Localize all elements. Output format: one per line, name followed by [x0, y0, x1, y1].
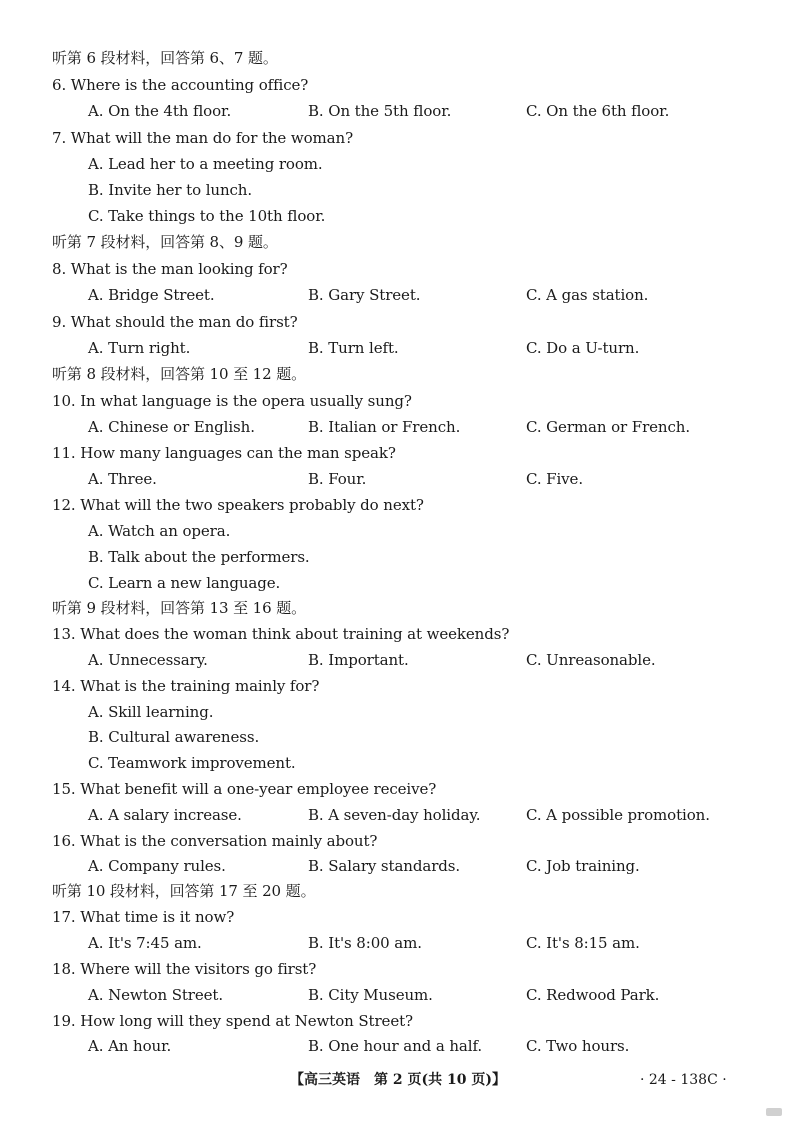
option-a: A. On the 4th floor. [88, 102, 232, 120]
option-c: C. Unreasonable. [526, 651, 656, 669]
question-stem: 11. How many languages can the man speak? [52, 444, 396, 462]
option-c: C. Job training. [526, 857, 640, 875]
question-stem: 9. What should the man do first? [52, 313, 298, 331]
option-a: A. Newton Street. [88, 986, 224, 1004]
question-stem: 12. What will the two speakers probably do next? [52, 496, 424, 514]
question-stem: 6. Where is the accounting office? [52, 76, 309, 94]
option-a: A. Lead her to a meeting room. [88, 155, 323, 173]
option-a: A. Skill learning. [88, 703, 214, 721]
question-stem: 16. What is the conversation mainly about? [52, 832, 378, 850]
option-b: B. Important. [308, 651, 409, 669]
option-a: A. Chinese or English. [88, 418, 255, 436]
option-b: B. Four. [308, 470, 367, 488]
option-c: C. Do a U-turn. [526, 339, 640, 357]
option-c: C. On the 6th floor. [526, 102, 670, 120]
option-c: C. German or French. [526, 418, 691, 436]
option-c: C. A possible promotion. [526, 806, 710, 824]
option-b: B. On the 5th floor. [308, 102, 452, 120]
option-b: B. Cultural awareness. [88, 728, 260, 746]
question-stem: 19. How long will they spend at Newton Street? [52, 1012, 413, 1030]
option-c: C. Teamwork improvement. [88, 754, 296, 772]
option-c: C. It's 8:15 am. [526, 934, 640, 952]
option-b: B. City Museum. [308, 986, 433, 1004]
option-a: A. Watch an opera. [88, 522, 231, 540]
question-stem: 13. What does the woman think about training at weekends? [52, 625, 510, 643]
option-b: B. A seven-day holiday. [308, 806, 481, 824]
question-stem: 18. Where will the visitors go first? [52, 960, 317, 978]
question-stem: 10. In what language is the opera usually sung? [52, 392, 412, 410]
section-header: 听第 7 段材料，回答第 8、9 题。 [52, 233, 278, 251]
option-a: A. Turn right. [88, 339, 191, 357]
section-header: 听第 6 段材料，回答第 6、7 题。 [52, 49, 278, 67]
section-header: 听第 8 段材料，回答第 10 至 12 题。 [52, 365, 307, 383]
option-b: B. It's 8:00 am. [308, 934, 422, 952]
option-c: C. Learn a new language. [88, 574, 281, 592]
option-a: A. Unnecessary. [88, 651, 208, 669]
option-c: C. Redwood Park. [526, 986, 660, 1004]
option-c: C. A gas station. [526, 286, 649, 304]
question-stem: 17. What time is it now? [52, 908, 235, 926]
question-stem: 7. What will the man do for the woman? [52, 129, 354, 147]
option-a: A. An hour. [88, 1037, 172, 1055]
question-stem: 14. What is the training mainly for? [52, 677, 320, 695]
question-stem: 15. What benefit will a one-year employee receive? [52, 780, 437, 798]
option-c: C. Two hours. [526, 1037, 630, 1055]
option-a: A. Company rules. [88, 857, 226, 875]
option-b: B. Invite her to lunch. [88, 181, 253, 199]
question-stem: 8. What is the man looking for? [52, 260, 288, 278]
exam-code: · 24 - 138C · [640, 1072, 727, 1088]
watermark-mark [766, 1108, 782, 1116]
option-a: A. It's 7:45 am. [88, 934, 202, 952]
option-c: C. Five. [526, 470, 584, 488]
option-a: A. Three. [88, 470, 157, 488]
page-footer-label: 【高三英语 第 2 页(共 10 页)】 [290, 1072, 506, 1088]
section-header: 听第 10 段材料，回答第 17 至 20 题。 [52, 882, 316, 900]
option-b: B. One hour and a half. [308, 1037, 483, 1055]
option-b: B. Italian or French. [308, 418, 461, 436]
section-header: 听第 9 段材料，回答第 13 至 16 题。 [52, 599, 307, 617]
option-b: B. Salary standards. [308, 857, 461, 875]
option-b: B. Turn left. [308, 339, 399, 357]
option-a: A. Bridge Street. [88, 286, 215, 304]
option-b: B. Gary Street. [308, 286, 421, 304]
option-c: C. Take things to the 10th floor. [88, 207, 326, 225]
option-b: B. Talk about the performers. [88, 548, 310, 566]
option-a: A. A salary increase. [88, 806, 242, 824]
